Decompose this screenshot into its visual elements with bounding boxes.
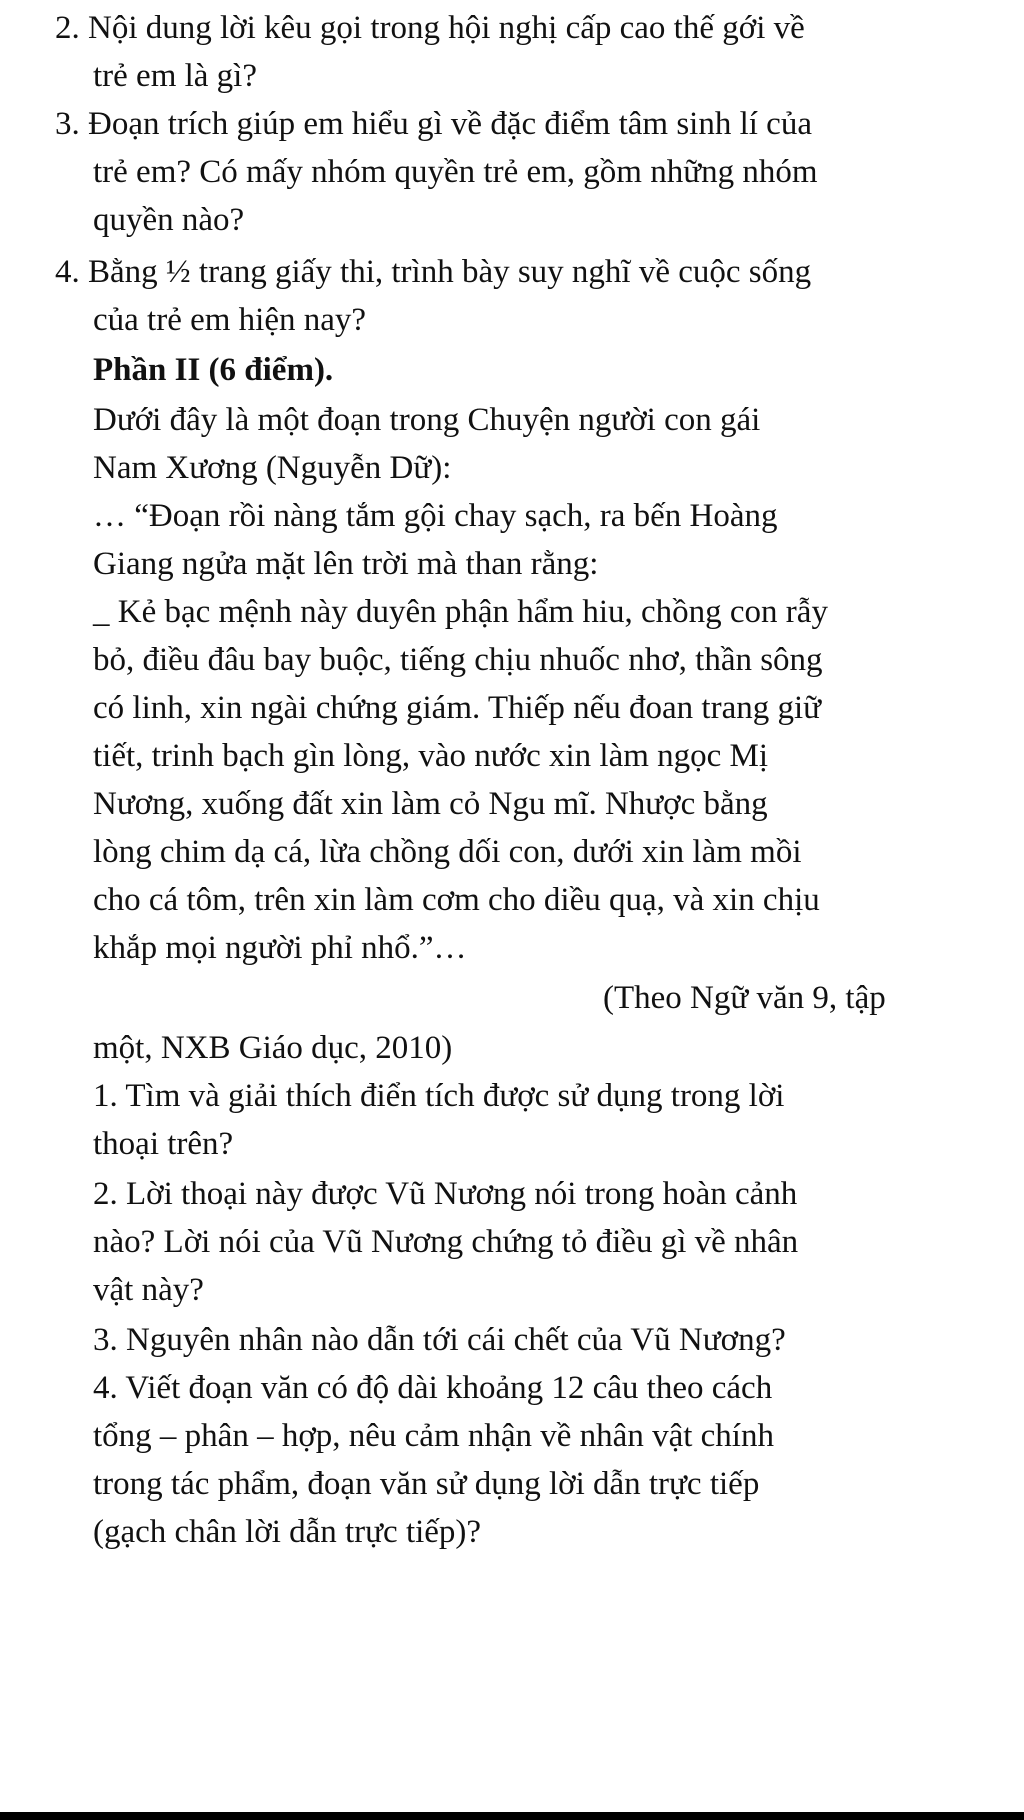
question-4-line-1: 4. Bằng ½ trang giấy thi, trình bày suy nghĩ về cuộc sống xyxy=(55,254,812,290)
task-4-line-2: tổng – phân – hợp, nêu cảm nhận về nhân vật chính xyxy=(93,1418,774,1454)
task-3-line-1: 3. Nguyên nhân nào dẫn tới cái chết của Vũ Nương? xyxy=(93,1322,786,1358)
source-citation-line-1: (Theo Ngữ văn 9, tập xyxy=(603,980,886,1016)
excerpt-line-1: … “Đoạn rồi nàng tắm gội chay sạch, ra bến Hoàng xyxy=(93,498,778,534)
excerpt-line-2: Giang ngửa mặt lên trời mà than rằng: xyxy=(93,546,599,582)
source-citation-line-2: một, NXB Giáo dục, 2010) xyxy=(93,1030,453,1066)
excerpt-line-3: _ Kẻ bạc mệnh này duyên phận hẩm hiu, chồng con rẫy xyxy=(93,594,828,630)
excerpt-line-10: khắp mọi người phỉ nhổ.”… xyxy=(93,930,467,966)
excerpt-line-7: Nương, xuống đất xin làm cỏ Ngu mĩ. Nhược bằng xyxy=(93,786,768,822)
excerpt-line-5: có linh, xin ngài chứng giám. Thiếp nếu đoan trang giữ xyxy=(93,690,822,726)
question-2-line-2: trẻ em là gì? xyxy=(93,58,258,94)
excerpt-line-6: tiết, trinh bạch gìn lòng, vào nước xin làm ngọc Mị xyxy=(93,738,769,774)
excerpt-line-8: lòng chim dạ cá, lừa chồng dối con, dưới xin làm mồi xyxy=(93,834,802,870)
excerpt-line-4: bỏ, điều đâu bay buộc, tiếng chịu nhuốc nhơ, thần sông xyxy=(93,642,823,678)
question-3-line-3: quyền nào? xyxy=(93,202,245,238)
question-4-line-2: của trẻ em hiện nay? xyxy=(93,302,367,338)
task-4-line-1: 4. Viết đoạn văn có độ dài khoảng 12 câu theo cách xyxy=(93,1370,773,1406)
question-3-line-1: 3. Đoạn trích giúp em hiểu gì về đặc điểm tâm sinh lí của xyxy=(55,106,812,142)
intro-line-1: Dưới đây là một đoạn trong Chuyện người con gái xyxy=(93,402,761,438)
task-4-line-3: trong tác phẩm, đoạn văn sử dụng lời dẫn trực tiếp xyxy=(93,1466,760,1502)
task-2-line-1: 2. Lời thoại này được Vũ Nương nói trong hoàn cảnh xyxy=(93,1176,798,1212)
question-3-line-2: trẻ em? Có mấy nhóm quyền trẻ em, gồm những nhóm xyxy=(93,154,818,190)
excerpt-line-9: cho cá tôm, trên xin làm cơm cho diều quạ, và xin chịu xyxy=(93,882,820,918)
intro-line-2: Nam Xương (Nguyễn Dữ): xyxy=(93,450,452,486)
task-2-line-3: vật này? xyxy=(93,1272,204,1308)
section-heading: Phần II (6 điểm). xyxy=(93,352,334,388)
task-2-line-2: nào? Lời nói của Vũ Nương chứng tỏ điều gì về nhân xyxy=(93,1224,799,1260)
bottom-border-rule xyxy=(0,1812,1024,1820)
question-2-line-1: 2. Nội dung lời kêu gọi trong hội nghị cấp cao thế gới về xyxy=(55,10,805,46)
task-4-line-4: (gạch chân lời dẫn trực tiếp)? xyxy=(93,1514,482,1550)
task-1-line-2: thoại trên? xyxy=(93,1126,234,1162)
task-1-line-1: 1. Tìm và giải thích điển tích được sử dụng trong lời xyxy=(93,1078,785,1114)
